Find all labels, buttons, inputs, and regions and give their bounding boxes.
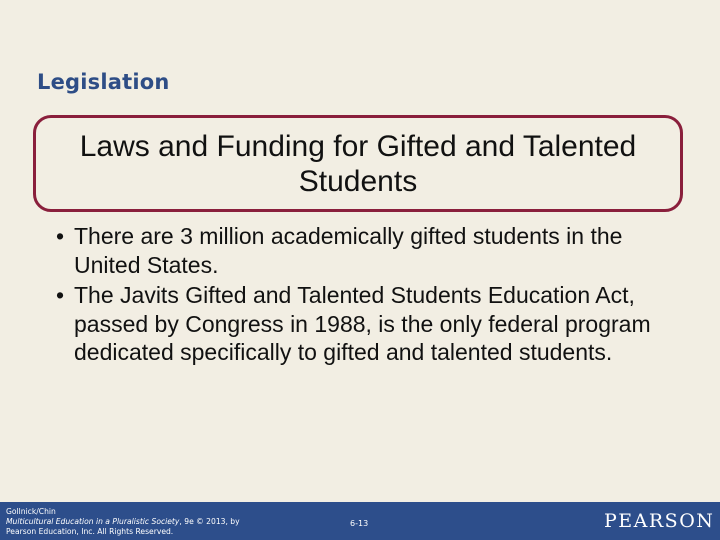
slide-title: Laws and Funding for Gifted and Talented Students xyxy=(79,129,637,198)
list-item xyxy=(56,222,676,279)
pearson-logo: PEARSON xyxy=(604,510,715,532)
bullet-icon: • xyxy=(56,282,65,308)
bullet-text: The Javits Gifted and Talented Students Education Act, passed by Congress in 1988, is the only federal program dedicated specifically to gifted and talented students. xyxy=(74,282,651,365)
list-item xyxy=(56,281,676,367)
bullet-text: There are 3 million academically gifted students in the United States. xyxy=(74,223,623,278)
section-heading: Legislation xyxy=(37,70,170,94)
slide-title-box xyxy=(33,115,683,212)
page-number: 6-13 xyxy=(350,519,369,528)
bullet-icon: • xyxy=(56,223,65,249)
footer-credit xyxy=(6,507,240,537)
footer-edition: , 9e © 2013, by xyxy=(179,517,240,526)
bullet-list xyxy=(56,222,676,369)
footer-book-line xyxy=(6,517,240,527)
footer-publisher: Pearson Education, Inc. All Rights Reserved. xyxy=(6,527,174,536)
footer-bar xyxy=(0,502,720,540)
footer-book-title: Multicultural Education in a Pluralistic Society xyxy=(6,517,180,526)
footer-authors: Gollnick/Chin xyxy=(6,507,56,516)
